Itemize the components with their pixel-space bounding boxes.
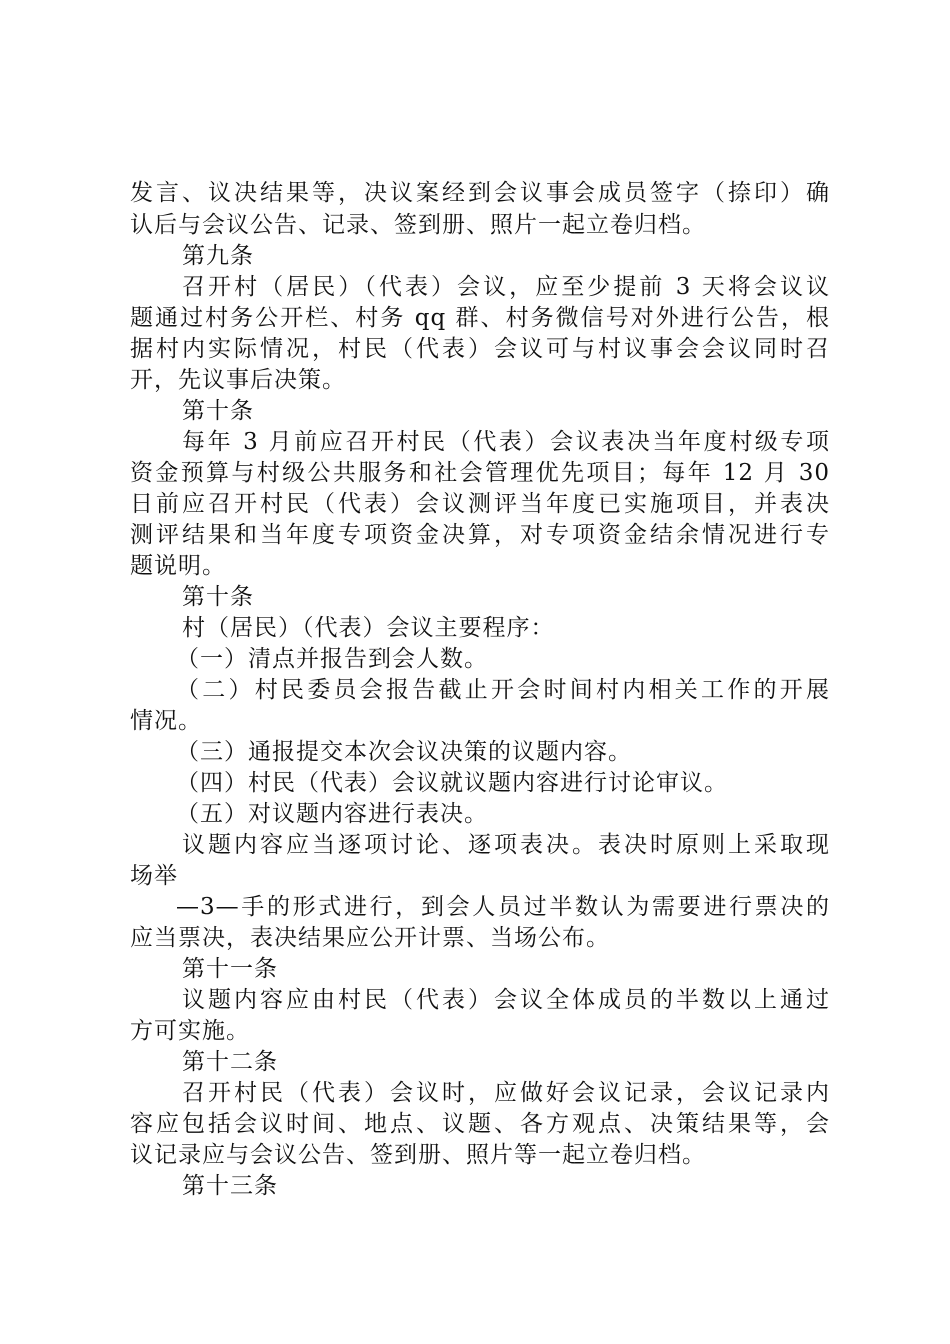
- body-line: 每年 3 月前应召开村民（代表）会议表决当年度村级专项: [182, 429, 830, 455]
- body-line: 容应包括会议时间、地点、议题、各方观点、决策结果等，会: [130, 1111, 830, 1137]
- article-heading: 第十三条: [182, 1173, 278, 1199]
- body-line: 召开村（居民）（代表）会议，应至少提前 3 天将会议议: [182, 274, 830, 300]
- procedure-item: （一）清点并报告到会人数。: [176, 646, 488, 672]
- procedure-item: （三）通报提交本次会议决策的议题内容。: [176, 739, 632, 765]
- body-line: 认后与会议公告、记录、签到册、照片一起立卷归档。: [130, 212, 706, 238]
- body-line: 日前应召开村民（代表）会议测评当年度已实施项目，并表决: [130, 491, 830, 517]
- body-line: 开，先议事后决策。: [130, 367, 346, 393]
- body-line: 场举: [130, 863, 178, 889]
- body-line: 据村内实际情况，村民（代表）会议可与村议事会会议同时召: [130, 336, 830, 362]
- body-line: 议记录应与会议公告、签到册、照片等一起立卷归档。: [130, 1142, 706, 1168]
- body-line: 方可实施。: [130, 1018, 250, 1044]
- body-line: 应当票决，表决结果应公开计票、当场公布。: [130, 925, 610, 951]
- body-line: 资金预算与村级公共服务和社会管理优先项目；每年 12 月 30: [130, 460, 830, 486]
- body-line: 测评结果和当年度专项资金决算，对专项资金结余情况进行专: [130, 522, 830, 548]
- body-line: 题说明。: [130, 553, 226, 579]
- body-line: 题通过村务公开栏、村务 qq 群、村务微信号对外进行公告，根: [130, 305, 830, 331]
- procedure-item: （五）对议题内容进行表决。: [176, 801, 488, 827]
- body-line: 发言、议决结果等，决议案经到会议事会成员签字（捺印）确: [130, 180, 830, 206]
- body-line: 情况。: [130, 708, 202, 734]
- procedure-item: （四）村民（代表）会议就议题内容进行讨论审议。: [176, 770, 728, 796]
- body-line: 召开村民（代表）会议时，应做好会议记录，会议记录内: [182, 1080, 830, 1106]
- procedure-item: （二）村民委员会报告截止开会时间村内相关工作的开展: [176, 677, 830, 703]
- article-heading: 第十条: [182, 398, 254, 424]
- article-heading: 第十二条: [182, 1049, 278, 1075]
- body-line: 村（居民）（代表）会议主要程序：: [182, 615, 555, 641]
- article-heading: 第十一条: [182, 956, 278, 982]
- body-line: 议题内容应由村民（代表）会议全体成员的半数以上通过: [182, 987, 830, 1013]
- article-heading: 第九条: [182, 243, 254, 269]
- article-heading: 第十条: [182, 584, 254, 610]
- page-number-line: —3—手的形式进行，到会人员过半数认为需要进行票决的: [176, 894, 830, 920]
- body-line: 议题内容应当逐项讨论、逐项表决。表决时原则上采取现: [182, 832, 830, 858]
